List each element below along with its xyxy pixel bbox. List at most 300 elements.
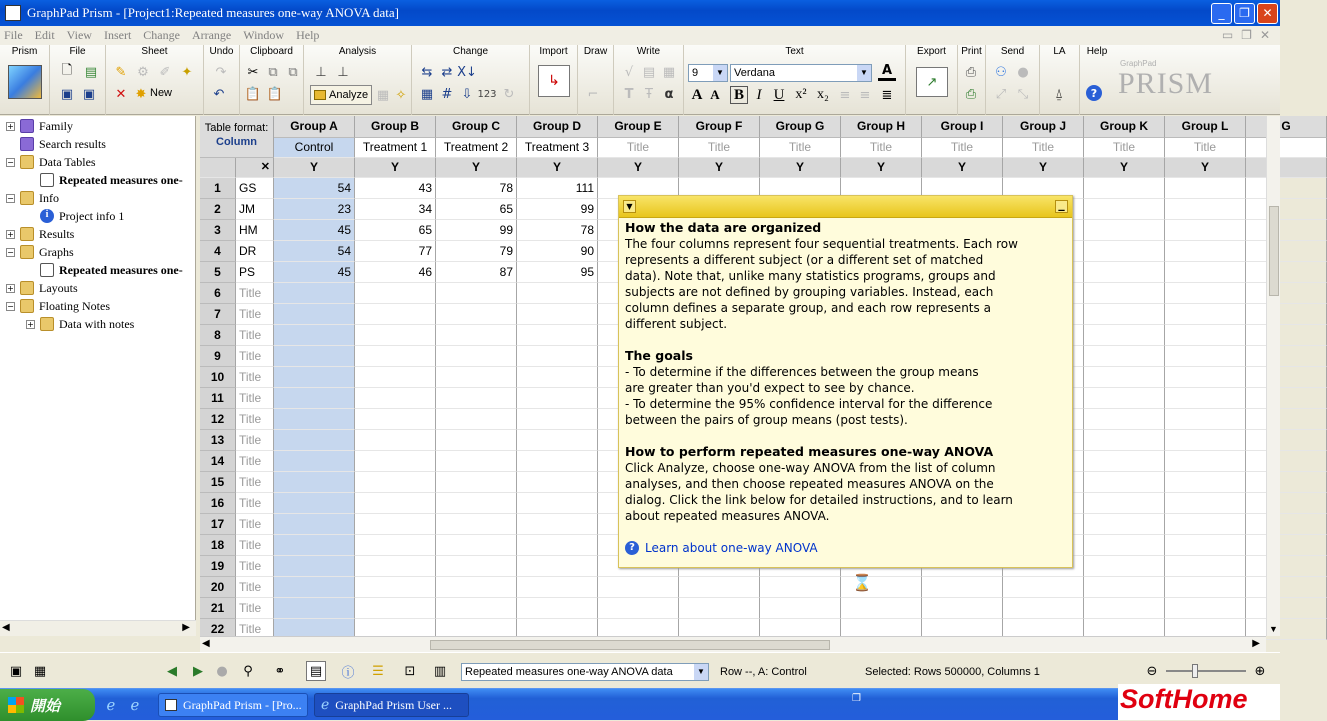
navigator-toggle-icon[interactable]: ▣ (9, 663, 23, 679)
data-cell[interactable] (1084, 325, 1165, 346)
data-cell[interactable] (436, 451, 517, 472)
data-cell[interactable] (436, 430, 517, 451)
zoom-slider[interactable] (1166, 670, 1246, 672)
data-cell[interactable]: 23 (274, 199, 355, 220)
insert-rows-icon[interactable]: ▦ (420, 86, 434, 102)
data-cell[interactable] (1165, 346, 1246, 367)
data-cell[interactable] (1084, 535, 1165, 556)
data-cell[interactable] (517, 598, 598, 619)
data-cell[interactable] (517, 535, 598, 556)
horizontal-scrollbar[interactable] (200, 636, 1266, 652)
menu-file[interactable]: File (4, 28, 23, 42)
column-group-header[interactable]: Group J (1003, 116, 1084, 138)
import-xml-icon[interactable]: ↳ (538, 65, 570, 97)
data-cell[interactable] (517, 472, 598, 493)
data-cell[interactable]: 46 (355, 262, 436, 283)
row-number[interactable]: 1 (200, 178, 236, 199)
subscript-icon[interactable]: x₂ (817, 87, 829, 102)
start-button[interactable] (0, 689, 95, 721)
row-title[interactable]: Title (236, 556, 274, 577)
xy-analysis-icon[interactable]: ⊥ (315, 64, 327, 80)
row-title[interactable]: Title (236, 535, 274, 556)
delete-sheet-icon[interactable]: ✕ (115, 86, 127, 102)
row-title[interactable]: Title (236, 598, 274, 619)
row-title[interactable]: Title (236, 388, 274, 409)
data-cell[interactable] (1246, 451, 1327, 472)
cut-icon[interactable]: ✂ (247, 64, 259, 80)
tree-item[interactable] (6, 189, 59, 207)
data-cell[interactable] (1165, 472, 1246, 493)
data-cell[interactable] (1084, 199, 1165, 220)
row-number[interactable]: 15 (200, 472, 236, 493)
expand-icon[interactable]: + (7, 283, 14, 293)
column-title[interactable]: Title (922, 138, 1003, 158)
data-cell[interactable] (1084, 556, 1165, 577)
row-number[interactable]: 13 (200, 430, 236, 451)
data-cell[interactable] (274, 514, 355, 535)
row-number[interactable]: 14 (200, 451, 236, 472)
data-cell[interactable] (1246, 388, 1327, 409)
zoom-in-icon[interactable]: ⊕ (1254, 663, 1266, 679)
data-cell[interactable] (517, 514, 598, 535)
data-cell[interactable] (436, 346, 517, 367)
new-file-icon[interactable]: 🗋 (61, 63, 73, 78)
move-down-icon[interactable]: ⇩ (461, 86, 473, 102)
data-cell[interactable] (517, 430, 598, 451)
row-title[interactable]: Title (236, 493, 274, 514)
shrink-font-icon[interactable]: A (710, 87, 720, 102)
grow-font-icon[interactable]: A (691, 86, 703, 103)
data-cell[interactable] (355, 430, 436, 451)
data-cell[interactable] (598, 577, 679, 598)
data-cell[interactable] (1165, 178, 1246, 199)
row-number[interactable]: 8 (200, 325, 236, 346)
tree-item[interactable] (6, 225, 74, 243)
tree-item[interactable] (6, 279, 78, 297)
data-cell[interactable] (274, 598, 355, 619)
column-group-header[interactable]: G (1246, 116, 1327, 138)
sort-icon[interactable]: X↓ (457, 64, 477, 80)
tree-item[interactable] (26, 207, 124, 225)
hscroll-thumb[interactable] (430, 640, 830, 650)
menu-edit[interactable]: Edit (34, 28, 55, 42)
data-cell[interactable] (1084, 346, 1165, 367)
data-cell[interactable] (517, 409, 598, 430)
data-cell[interactable] (1084, 241, 1165, 262)
zoom-out-icon[interactable]: ⊖ (1146, 663, 1158, 679)
data-cell[interactable] (436, 304, 517, 325)
data-cell[interactable] (274, 472, 355, 493)
analyze-button[interactable] (310, 85, 372, 105)
data-cell[interactable] (1165, 262, 1246, 283)
data-cell[interactable] (1003, 577, 1084, 598)
data-cell[interactable] (1246, 304, 1327, 325)
previous-sheet-icon[interactable]: ◀ (167, 663, 177, 679)
row-number[interactable]: 9 (200, 346, 236, 367)
data-cell[interactable] (1165, 199, 1246, 220)
data-cell[interactable]: 77 (355, 241, 436, 262)
row-number[interactable]: 20 (200, 577, 236, 598)
prism-cube-icon[interactable] (8, 65, 42, 99)
tree-item[interactable] (6, 135, 106, 153)
data-cell[interactable] (922, 577, 1003, 598)
data-cell[interactable] (1246, 346, 1327, 367)
data-cell[interactable]: 34 (355, 199, 436, 220)
underline-icon[interactable]: U (773, 86, 785, 103)
data-cell[interactable] (436, 472, 517, 493)
data-cell[interactable] (274, 493, 355, 514)
paste-icon[interactable]: 📋 (244, 86, 262, 102)
data-cell[interactable] (436, 535, 517, 556)
data-cell[interactable] (355, 346, 436, 367)
menu-help[interactable]: Help (296, 28, 320, 42)
data-cell[interactable]: 87 (436, 262, 517, 283)
data-cell[interactable]: 90 (517, 241, 598, 262)
bold-icon[interactable]: B (730, 86, 748, 104)
row-title[interactable]: Title (236, 325, 274, 346)
data-cell[interactable] (1084, 430, 1165, 451)
tree-item[interactable] (6, 297, 110, 315)
scroll-right-icon[interactable]: ▶ (182, 622, 190, 633)
data-cell[interactable] (436, 388, 517, 409)
data-cell[interactable] (922, 598, 1003, 619)
data-cell[interactable] (355, 472, 436, 493)
number-format-icon[interactable]: # (441, 86, 453, 102)
column-title[interactable]: Treatment 2 (436, 138, 517, 158)
prism-app-icon[interactable] (5, 5, 21, 21)
data-cell[interactable] (1246, 241, 1327, 262)
column-title[interactable]: Title (841, 138, 922, 158)
data-cell[interactable] (355, 409, 436, 430)
new-button[interactable]: New (150, 87, 173, 99)
magic-wand-icon[interactable]: ✧ (395, 87, 407, 103)
row-number[interactable]: 3 (200, 220, 236, 241)
data-cell[interactable]: 54 (274, 241, 355, 262)
row-title[interactable]: Title (236, 409, 274, 430)
data-cell[interactable]: 45 (274, 220, 355, 241)
row-title[interactable]: Title (236, 430, 274, 451)
data-cell[interactable] (517, 577, 598, 598)
data-cell[interactable] (1084, 367, 1165, 388)
column-title[interactable] (1246, 138, 1327, 158)
data-cell[interactable] (355, 577, 436, 598)
vertical-scrollbar[interactable] (1266, 116, 1280, 636)
data-cell[interactable] (1165, 367, 1246, 388)
data-cell[interactable] (517, 304, 598, 325)
gallery-icon[interactable]: ▦ (33, 663, 47, 679)
row-number[interactable]: 16 (200, 493, 236, 514)
row-title[interactable]: Title (236, 577, 274, 598)
close-button[interactable]: ✕ (1257, 3, 1278, 24)
menu-window[interactable]: Window (243, 28, 285, 42)
scroll-left-icon[interactable]: ◀ (2, 622, 10, 633)
data-cell[interactable] (355, 598, 436, 619)
mdi-minimize-icon[interactable]: ▭ (1221, 28, 1234, 42)
data-cell[interactable] (1084, 304, 1165, 325)
wand-icon[interactable]: ✦ (181, 64, 193, 80)
data-cell[interactable] (274, 430, 355, 451)
data-cell[interactable] (1165, 556, 1246, 577)
greek-alpha-icon[interactable]: α (664, 86, 674, 102)
column-title[interactable]: Control (274, 138, 355, 158)
next-sheet-icon[interactable]: ▶ (193, 663, 203, 679)
table-format-value[interactable]: Column (216, 136, 257, 148)
data-cell[interactable]: 95 (517, 262, 598, 283)
data-cell[interactable] (1246, 535, 1327, 556)
row-number[interactable]: 2 (200, 199, 236, 220)
data-cell[interactable] (1246, 598, 1327, 619)
row-number[interactable]: 22 (200, 619, 236, 640)
send-icon[interactable]: ⚇ (995, 64, 1007, 80)
row-number[interactable]: 4 (200, 241, 236, 262)
data-cell[interactable] (355, 283, 436, 304)
data-cell[interactable] (517, 367, 598, 388)
note-minimize-icon[interactable]: ▁ (1055, 200, 1068, 213)
taskbar-item-prism[interactable] (158, 693, 308, 717)
data-cell[interactable] (355, 535, 436, 556)
data-cell[interactable]: 45 (274, 262, 355, 283)
column-group-header[interactable]: Group D (517, 116, 598, 138)
tree-item[interactable] (26, 261, 183, 279)
row-title[interactable]: PS (236, 262, 274, 283)
ie-quicklaunch-2-icon[interactable]: ℯ (130, 696, 140, 714)
save-as-icon[interactable]: ▣ (82, 86, 96, 102)
row-number[interactable]: 5 (200, 262, 236, 283)
collapse-icon[interactable]: − (7, 247, 14, 257)
font-name-select[interactable] (730, 64, 872, 82)
transpose-icon[interactable]: ⇄ (441, 64, 453, 80)
data-cell[interactable]: 65 (436, 199, 517, 220)
results-view-icon[interactable]: ☰ (372, 663, 384, 679)
collapse-icon[interactable]: − (7, 157, 14, 167)
zoom-slider-thumb[interactable] (1192, 664, 1198, 678)
align-justify-icon[interactable]: ≣ (881, 87, 893, 103)
column-title[interactable]: Treatment 3 (517, 138, 598, 158)
data-cell[interactable] (517, 346, 598, 367)
row-title[interactable]: Title (236, 451, 274, 472)
taskbar-item-user-guide[interactable] (314, 693, 469, 717)
scroll-left-icon[interactable]: ◀ (202, 638, 210, 649)
data-cell[interactable] (274, 577, 355, 598)
open-file-icon[interactable]: ▤ (84, 64, 98, 80)
data-cell[interactable] (1246, 367, 1327, 388)
column-title[interactable]: Title (1165, 138, 1246, 158)
layout-view-icon[interactable]: ▥ (433, 663, 447, 679)
font-size-select[interactable] (688, 64, 728, 82)
binoculars-icon[interactable]: ⚲ (243, 663, 253, 679)
data-cell[interactable] (1165, 220, 1246, 241)
data-cell[interactable] (274, 409, 355, 430)
data-cell[interactable] (1246, 556, 1327, 577)
data-cell[interactable] (436, 367, 517, 388)
data-cell[interactable] (1165, 514, 1246, 535)
data-cell[interactable] (1165, 409, 1246, 430)
data-cell[interactable] (1165, 493, 1246, 514)
data-cell[interactable] (1165, 388, 1246, 409)
expand-icon[interactable]: + (27, 319, 34, 329)
data-cell[interactable] (1165, 304, 1246, 325)
row-title[interactable]: DR (236, 241, 274, 262)
row-title[interactable]: GS (236, 178, 274, 199)
row-title[interactable]: HM (236, 220, 274, 241)
data-cell[interactable] (1246, 514, 1327, 535)
data-cell[interactable] (274, 388, 355, 409)
scroll-right-icon[interactable]: ▶ (1252, 638, 1260, 649)
data-cell[interactable] (517, 556, 598, 577)
tray-icon[interactable]: ❐ (852, 693, 861, 704)
column-title[interactable]: Title (598, 138, 679, 158)
column-title[interactable]: Title (679, 138, 760, 158)
data-cell[interactable] (1084, 409, 1165, 430)
export-icon[interactable]: ↗ (916, 67, 948, 97)
data-cell[interactable] (1165, 283, 1246, 304)
data-cell[interactable] (679, 598, 760, 619)
row-title[interactable]: JM (236, 199, 274, 220)
mdi-restore-icon[interactable]: ❐ (1241, 28, 1252, 42)
tree-hscrollbar[interactable] (0, 620, 196, 636)
data-cell[interactable] (517, 325, 598, 346)
data-cell[interactable] (436, 493, 517, 514)
data-cell[interactable] (1084, 577, 1165, 598)
copy-icon[interactable]: ⧉ (268, 64, 278, 80)
column-group-header[interactable]: Group F (679, 116, 760, 138)
data-cell[interactable] (436, 409, 517, 430)
data-cell[interactable] (1246, 325, 1327, 346)
pencil-icon[interactable]: ✎ (115, 64, 127, 80)
column-group-header[interactable]: Group E (598, 116, 679, 138)
data-cell[interactable] (517, 451, 598, 472)
row-title[interactable]: Title (236, 514, 274, 535)
italic-icon[interactable]: I (756, 86, 762, 103)
column-group-header[interactable]: Group L (1165, 116, 1246, 138)
data-cell[interactable] (436, 514, 517, 535)
data-cell[interactable] (436, 598, 517, 619)
print-preview-icon[interactable]: ⎙ (965, 86, 977, 102)
data-cell[interactable] (1084, 283, 1165, 304)
data-cell[interactable] (1084, 388, 1165, 409)
data-cell[interactable] (1003, 598, 1084, 619)
data-cell[interactable] (274, 283, 355, 304)
tree-item[interactable] (26, 171, 183, 189)
data-cell[interactable] (436, 325, 517, 346)
data-cell[interactable] (1165, 325, 1246, 346)
row-number[interactable]: 12 (200, 409, 236, 430)
data-cell[interactable] (841, 598, 922, 619)
mdi-close-icon[interactable]: ✕ (1259, 28, 1270, 42)
data-cell[interactable] (1246, 472, 1327, 493)
column-analysis-icon[interactable]: ⊥ (337, 64, 349, 80)
data-cell[interactable] (517, 388, 598, 409)
row-number[interactable]: 11 (200, 388, 236, 409)
data-cell[interactable] (355, 556, 436, 577)
data-cell[interactable]: 78 (436, 178, 517, 199)
data-cell[interactable] (355, 325, 436, 346)
row-title[interactable]: Title (236, 283, 274, 304)
row-number[interactable]: 6 (200, 283, 236, 304)
data-cell[interactable] (436, 577, 517, 598)
data-cell[interactable] (355, 493, 436, 514)
maximize-button[interactable]: ❐ (1234, 3, 1255, 24)
data-cell[interactable] (1084, 598, 1165, 619)
note-title-bar[interactable] (619, 196, 1072, 218)
data-cell[interactable] (1165, 535, 1246, 556)
data-cell[interactable] (760, 577, 841, 598)
data-cell[interactable] (1084, 451, 1165, 472)
tree-item[interactable] (6, 117, 73, 135)
font-color-icon[interactable]: A (878, 63, 896, 81)
help-icon[interactable]: ? (1086, 85, 1102, 101)
data-cell[interactable]: 79 (436, 241, 517, 262)
row-title[interactable]: Title (236, 304, 274, 325)
data-cell[interactable] (1165, 430, 1246, 451)
new-sheet-icon[interactable]: ✸ (135, 86, 147, 102)
data-cell[interactable] (355, 367, 436, 388)
data-cell[interactable] (274, 346, 355, 367)
data-cell[interactable] (1246, 430, 1327, 451)
menu-insert[interactable]: Insert (103, 28, 132, 42)
data-cell[interactable] (1084, 514, 1165, 535)
data-cell[interactable]: 78 (517, 220, 598, 241)
tree-item[interactable] (6, 243, 74, 261)
row-number[interactable]: 19 (200, 556, 236, 577)
collapse-icon[interactable]: − (7, 193, 14, 203)
data-cell[interactable]: 99 (436, 220, 517, 241)
data-cell[interactable] (598, 598, 679, 619)
undo-icon[interactable]: ↶ (213, 86, 225, 102)
data-cell[interactable] (1246, 577, 1327, 598)
data-cell[interactable] (436, 556, 517, 577)
data-cell[interactable] (1165, 241, 1246, 262)
data-cell[interactable] (517, 493, 598, 514)
paste-special-icon[interactable]: 📋 (266, 86, 284, 102)
expand-icon[interactable]: + (7, 229, 14, 239)
column-group-header[interactable]: Group I (922, 116, 1003, 138)
la-icon[interactable]: ⍙ (1055, 86, 1063, 102)
vscroll-thumb[interactable] (1269, 206, 1279, 296)
data-cell[interactable] (1165, 598, 1246, 619)
expand-icon[interactable]: + (7, 121, 14, 131)
data-cell[interactable] (1246, 409, 1327, 430)
column-title[interactable]: Title (1084, 138, 1165, 158)
graph-view-icon[interactable]: ⊡ (404, 663, 416, 679)
learn-anova-link[interactable] (625, 540, 1066, 556)
note-menu-icon[interactable]: ▼ (623, 200, 636, 213)
tree-item[interactable] (26, 315, 134, 333)
data-cell[interactable] (1084, 178, 1165, 199)
data-cell[interactable] (1165, 451, 1246, 472)
data-cell[interactable] (1246, 199, 1327, 220)
row-number[interactable]: 21 (200, 598, 236, 619)
data-cell[interactable] (355, 451, 436, 472)
data-cell[interactable] (1084, 220, 1165, 241)
row-number[interactable]: 10 (200, 367, 236, 388)
menu-change[interactable]: Change (143, 28, 180, 42)
delete-column-button[interactable]: ✕ (236, 158, 274, 178)
data-cell[interactable] (274, 304, 355, 325)
column-title[interactable]: Title (760, 138, 841, 158)
data-cell[interactable] (1246, 283, 1327, 304)
info-view-icon[interactable]: ⓘ (341, 665, 355, 681)
data-cell[interactable] (1084, 472, 1165, 493)
save-icon[interactable]: ▣ (60, 86, 74, 102)
data-cell[interactable] (274, 367, 355, 388)
column-group-header[interactable]: Group G (760, 116, 841, 138)
copy-special-icon[interactable]: ⧉ (288, 64, 298, 80)
data-cell[interactable]: 65 (355, 220, 436, 241)
row-title[interactable]: Title (236, 472, 274, 493)
row-title[interactable]: Title (236, 619, 274, 640)
tree-item[interactable] (6, 153, 96, 171)
